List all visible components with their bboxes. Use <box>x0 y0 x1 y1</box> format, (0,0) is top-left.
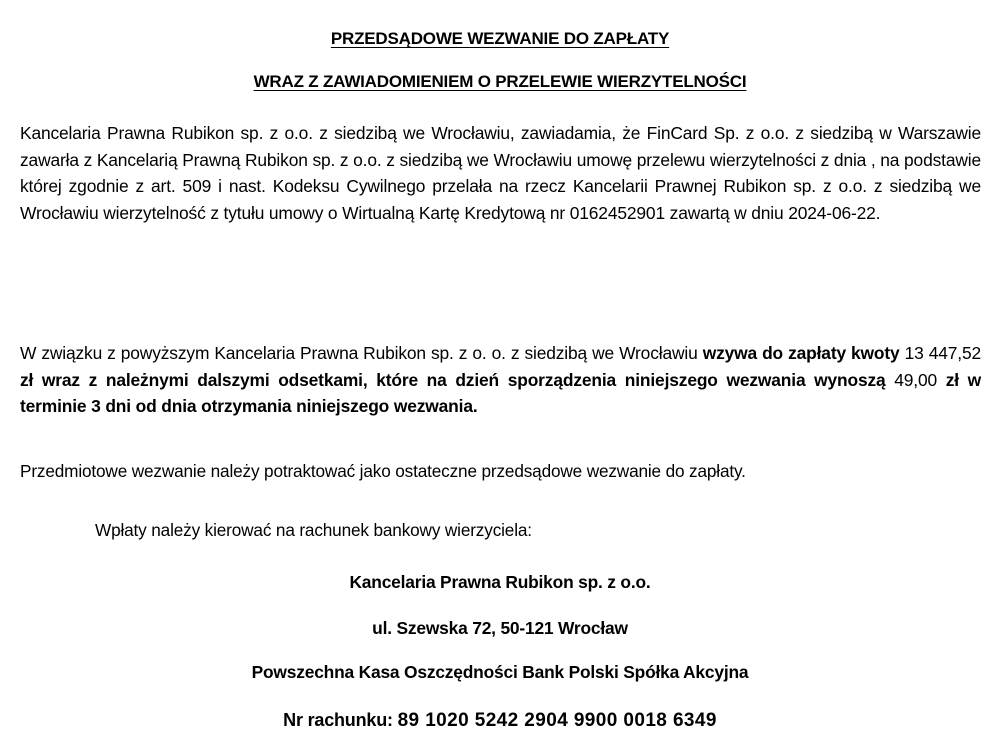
account-label: Nr rachunku: <box>283 710 398 730</box>
demand-intro: W związku z powyższym Kancelaria Prawna Rubikon sp. z o. o. z siedzibą we Wrocławiu <box>20 343 703 363</box>
creditor-address: ul. Szewska 72, 50-121 Wrocław <box>372 618 628 638</box>
account-number: 89 1020 5242 2904 9900 0018 6349 <box>397 710 717 731</box>
document-title: PRZEDSĄDOWE WEZWANIE DO ZAPŁATY <box>330 29 670 48</box>
creditor-name: Kancelaria Prawna Rubikon sp. z o.o. <box>349 572 651 592</box>
principal-amount: 13 447,52 <box>899 343 982 363</box>
document-subtitle: WRAZ Z ZAWIADOMIENIEM O PRZELEWIE WIERZYTELNOŚCI <box>253 72 747 91</box>
assignment-notice-paragraph: Kancelaria Prawna Rubikon sp. z o.o. z siedzibą we Wrocławiu, zawiadamia, że FinCard Sp. z o.o. z siedzibą w Warszawie zawarła z Kancelarią Prawną Rubikon sp. z o.o. z siedzibą we Wrocławiu umowę przelewu wierzytelności z dnia , na podstawie której zgodnie z art. 509 i nast. Kodeksu Cywilnego przelała na rzecz Kancelarii Prawnej Rubikon sp. z o.o. z siedzibą we Wrocławiu wierzytelność z tytułu umowy o Wirtualną Kartę Kredytową nr 0162452901 zawartą w dniu 2024-06-22. <box>20 123 981 223</box>
payment-demand-paragraph <box>20 340 981 420</box>
final-notice-paragraph: Przedmiotowe wezwanie należy potraktować jako ostateczne przedsądowe wezwanie do zapłaty. <box>20 461 746 481</box>
bank-account <box>0 710 1000 732</box>
interest-amount: 49,00 <box>885 369 946 390</box>
demand-call: wzywa do zapłaty kwoty <box>702 343 900 363</box>
demand-interest-text: zł wraz z należnymi dalszymi odsetkami, które na dzień sporządzenia niniejszego wezwania wynoszą <box>20 369 886 390</box>
demand-deadline: zł w terminie 3 dni od dnia otrzymania niniejszego wezwania. <box>20 369 981 416</box>
bank-name: Powszechna Kasa Oszczędności Bank Polski Spółka Akcyjna <box>251 662 749 682</box>
payment-instruction-paragraph: Wpłaty należy kierować na rachunek bankowy wierzyciela: <box>95 520 532 540</box>
